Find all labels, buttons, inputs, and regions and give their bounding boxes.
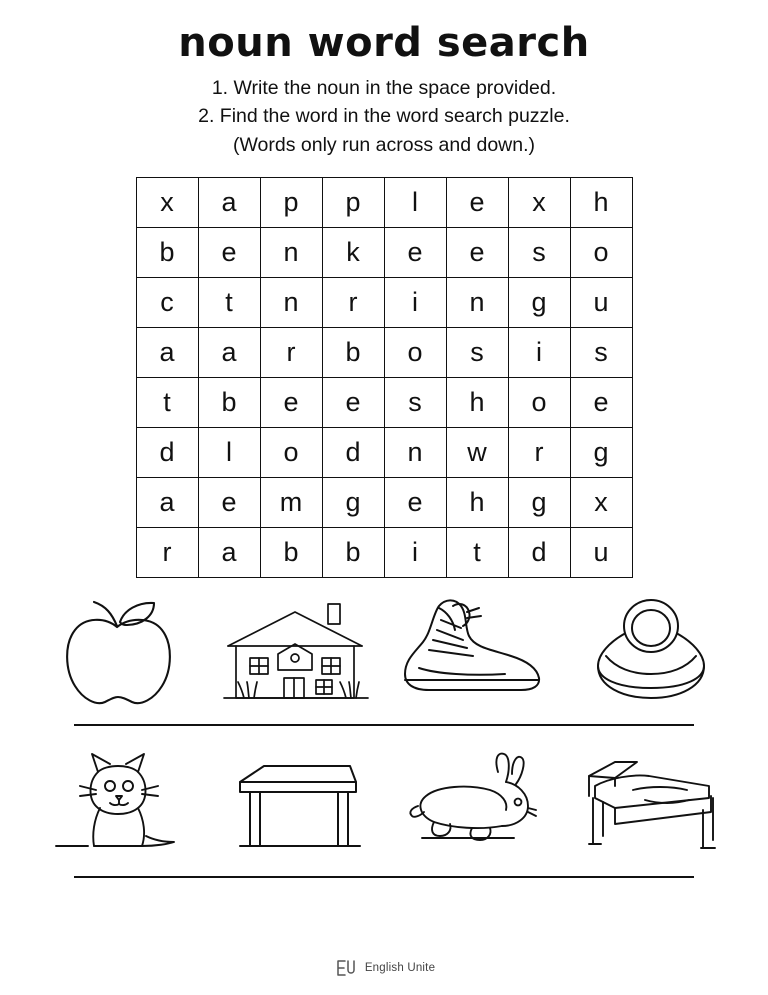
grid-cell[interactable]: n bbox=[260, 227, 322, 277]
grid-cell[interactable]: r bbox=[322, 277, 384, 327]
footer-brand-label: English Unite bbox=[364, 962, 436, 974]
grid-cell[interactable]: e bbox=[198, 477, 260, 527]
grid-cell[interactable]: g bbox=[570, 427, 632, 477]
grid-cell[interactable]: k bbox=[322, 227, 384, 277]
grid-row bbox=[136, 477, 632, 527]
shoe-picture bbox=[393, 590, 553, 710]
apple-picture bbox=[37, 590, 197, 710]
grid-cell[interactable]: r bbox=[136, 527, 198, 577]
grid-cell[interactable]: r bbox=[508, 427, 570, 477]
picture-row-2 bbox=[0, 742, 768, 862]
grid-cell[interactable]: a bbox=[136, 327, 198, 377]
grid-cell[interactable]: h bbox=[446, 477, 508, 527]
grid-cell[interactable]: h bbox=[446, 377, 508, 427]
grid-cell[interactable]: x bbox=[570, 477, 632, 527]
grid-cell[interactable]: x bbox=[136, 177, 198, 227]
footer bbox=[0, 957, 768, 979]
english-unite-logo-icon bbox=[333, 957, 359, 979]
grid-cell[interactable]: g bbox=[508, 477, 570, 527]
grid-cell[interactable]: g bbox=[322, 477, 384, 527]
grid-cell[interactable]: t bbox=[136, 377, 198, 427]
instruction-line-1: 1. Write the noun in the space provided. bbox=[211, 77, 557, 99]
grid-cell[interactable]: e bbox=[446, 177, 508, 227]
grid-cell[interactable]: u bbox=[570, 527, 632, 577]
grid-cell[interactable]: i bbox=[384, 277, 446, 327]
grid-cell[interactable]: e bbox=[570, 377, 632, 427]
bed-picture bbox=[571, 742, 731, 862]
grid-cell[interactable]: n bbox=[260, 277, 322, 327]
rabbit-picture bbox=[393, 742, 553, 862]
grid-cell[interactable]: l bbox=[384, 177, 446, 227]
grid-row bbox=[136, 277, 632, 327]
grid-cell[interactable]: e bbox=[384, 477, 446, 527]
grid-cell[interactable]: s bbox=[384, 377, 446, 427]
answer-line-row2-wrapper bbox=[0, 876, 768, 878]
grid-cell[interactable]: a bbox=[136, 477, 198, 527]
grid-cell[interactable]: e bbox=[260, 377, 322, 427]
grid-cell[interactable]: b bbox=[322, 327, 384, 377]
answer-line-row2[interactable] bbox=[74, 876, 694, 878]
grid-cell[interactable]: x bbox=[508, 177, 570, 227]
grid-cell[interactable]: g bbox=[508, 277, 570, 327]
cat-picture bbox=[37, 742, 197, 862]
grid-cell[interactable]: b bbox=[322, 527, 384, 577]
grid-cell[interactable]: t bbox=[198, 277, 260, 327]
grid-cell[interactable]: d bbox=[508, 527, 570, 577]
house-picture bbox=[215, 590, 375, 710]
page-title: noun word search bbox=[178, 20, 590, 66]
grid-cell[interactable]: c bbox=[136, 277, 198, 327]
grid-cell[interactable]: o bbox=[260, 427, 322, 477]
grid-cell[interactable]: s bbox=[508, 227, 570, 277]
grid-cell[interactable]: m bbox=[260, 477, 322, 527]
grid-cell[interactable]: l bbox=[198, 427, 260, 477]
grid-row bbox=[136, 427, 632, 477]
grid-cell[interactable]: a bbox=[198, 177, 260, 227]
grid-row bbox=[136, 377, 632, 427]
answer-line-row1[interactable] bbox=[74, 724, 694, 726]
grid-cell[interactable]: b bbox=[136, 227, 198, 277]
instruction-line-3: (Words only run across and down.) bbox=[232, 133, 536, 156]
grid-cell[interactable]: w bbox=[446, 427, 508, 477]
answer-line-row1-wrapper bbox=[0, 724, 768, 726]
grid-cell[interactable]: e bbox=[198, 227, 260, 277]
grid-row bbox=[136, 527, 632, 577]
grid-cell[interactable]: e bbox=[322, 377, 384, 427]
grid-cell[interactable]: i bbox=[384, 527, 446, 577]
grid-cell[interactable]: p bbox=[260, 177, 322, 227]
grid-cell[interactable]: p bbox=[322, 177, 384, 227]
grid-row bbox=[136, 227, 632, 277]
grid-cell[interactable]: a bbox=[198, 327, 260, 377]
grid-row bbox=[136, 327, 632, 377]
grid-cell[interactable]: i bbox=[508, 327, 570, 377]
grid-cell[interactable]: d bbox=[322, 427, 384, 477]
grid-cell[interactable]: e bbox=[446, 227, 508, 277]
grid-cell[interactable]: s bbox=[446, 327, 508, 377]
grid-cell[interactable]: e bbox=[384, 227, 446, 277]
grid-row bbox=[136, 177, 632, 227]
table-picture bbox=[215, 742, 375, 862]
grid-cell[interactable]: b bbox=[260, 527, 322, 577]
grid-cell[interactable]: n bbox=[384, 427, 446, 477]
grid-cell[interactable]: n bbox=[446, 277, 508, 327]
word-search-grid[interactable] bbox=[136, 177, 633, 578]
grid-cell[interactable]: o bbox=[570, 227, 632, 277]
grid-cell[interactable]: d bbox=[136, 427, 198, 477]
ring-picture bbox=[571, 590, 731, 710]
grid-cell[interactable]: t bbox=[446, 527, 508, 577]
instructions-block bbox=[0, 74, 768, 159]
grid-cell[interactable]: b bbox=[198, 377, 260, 427]
grid-cell[interactable]: s bbox=[570, 327, 632, 377]
grid-cell[interactable]: o bbox=[508, 377, 570, 427]
grid-cell[interactable]: r bbox=[260, 327, 322, 377]
picture-row-1 bbox=[0, 590, 768, 710]
grid-cell[interactable]: u bbox=[570, 277, 632, 327]
grid-cell[interactable]: h bbox=[570, 177, 632, 227]
grid-cell[interactable]: o bbox=[384, 327, 446, 377]
grid-cell[interactable]: a bbox=[198, 527, 260, 577]
instruction-line-2: 2. Find the word in the word search puzzle. bbox=[198, 105, 570, 128]
word-search-grid-wrapper bbox=[0, 177, 768, 578]
